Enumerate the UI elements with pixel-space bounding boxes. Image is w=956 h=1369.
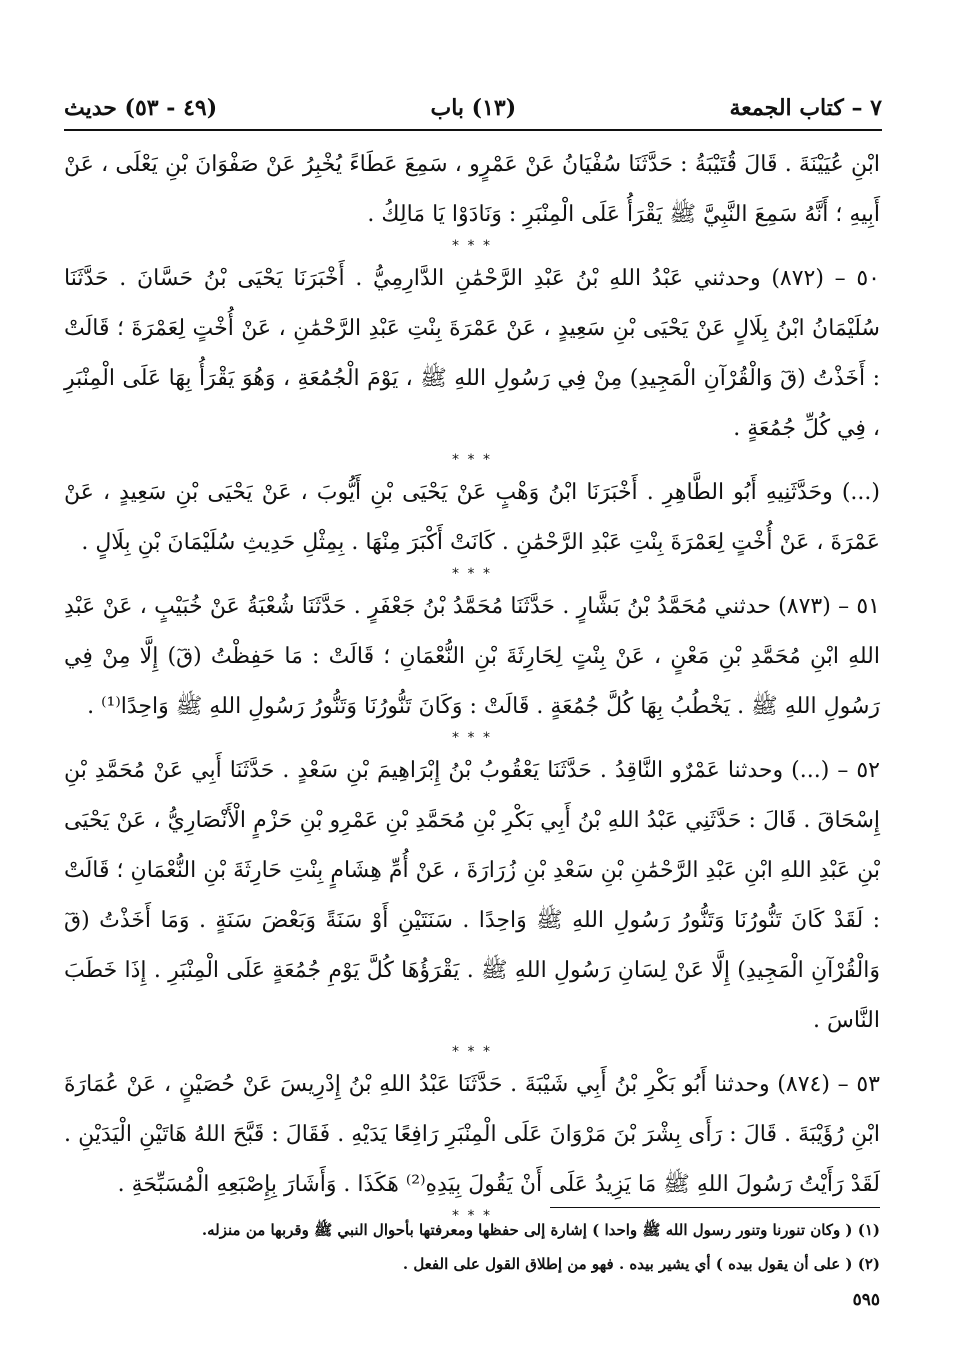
footnote-rule — [550, 1207, 880, 1208]
footnote-1: (١) ( وكان تنورنا وتنور رسول الله ﷺ واحدا ) إشارة إلى حفظها ومعرفتها بأحوال النبي ﷺ وقربها من منزله. — [201, 1221, 880, 1239]
hadith-52: ٥٢ – (...) وحدثنا عَمْرٌو النَّاقِدُ . حَدَّثَنَا يَعْقُوبُ بْنُ إِبْرَاهِيمَ بْنِ سَعْدٍ . حَدَّثَنَا أَبِي عَنْ مُحَمَّدِ بْنِ إِسْحَاقَ . قَالَ : حَدَّثَنِي عَبْدُ اللهِ بْنُ أَبِي بَكْرِ بْنِ مُحَمَّدِ بْنِ عَمْرِو بْنِ حَزْمٍ الْأَنْصَارِيُّ ، عَنْ يَحْيَى بْنِ عَبْدِ اللهِ ابْنِ عَبْدِ الرَّحْمَٰنِ بْنِ سَعْدِ بْنِ زُرَارَةَ ، عَنْ أُمِّ هِشَامٍ بِنْتِ حَارِثَةَ بْنِ النُّعْمَانِ ؛ قَالَتْ : لَقَدْ كَانَ تَنُّورُنَا وَتَنُّورُ رَسُولِ اللهِ ﷺ وَاحِدًا . سَنَتَيْنِ أَوْ سَنَةً وَبَعْضَ سَنَةٍ . وَمَا أَخَذْتُ (قٓ وَالْقُرْآنِ الْمَجِيدِ) إِلَّا عَنْ لِسَانِ رَسُولِ اللهِ ﷺ . يَقْرَؤُهَا كُلَّ يَوْمِ جُمُعَةٍ عَلَى الْمِنْبَرِ . إِذَا خَطَبَ النَّاسَ . — [64, 758, 880, 1033]
separator-stars: * * * — [452, 452, 492, 468]
hadith-range: (٤٩ - ٥٣) حديث — [64, 95, 218, 121]
footnotes — [64, 1213, 880, 1281]
chapter-label: (١٣) باب — [430, 95, 517, 121]
hadith-51: ٥١ – (٨٧٣) حدثني مُحَمَّدُ بْنُ بَشَّارٍ . حَدَّثَنَا مُحَمَّدُ بْنُ جَعْفَرٍ . حَدَّثَنَا شُعْبَةُ عَنْ خُبَيْبٍ ، عَنْ عَبْدِ اللهِ ابْنِ مُحَمَّدِ بْنِ مَعْنٍ ، عَنْ بِنْتٍ لِحَارِثَةَ بْنِ النُّعْمَانِ ؛ قَالَتْ : مَا حَفِظْتُ (قٓ) إِلَّا مِنْ فِي رَسُولِ اللهِ ﷺ . يَخْطُبُ بِهَا كُلَّ جُمُعَةٍ . قَالَتْ : وَكَانَ تَنُّورُنَا وَتَنُّورُ رَسُولِ اللهِ ﷺ وَاحِدًا⁽¹⁾ . — [64, 594, 880, 719]
separator-stars: * * * — [452, 238, 492, 254]
book-title: ٧ – كتاب الجمعة — [729, 95, 882, 121]
separator-stars: * * * — [452, 1208, 492, 1224]
separator-stars: * * * — [452, 1044, 492, 1060]
footnote-2: (٢) ( على أن يقول بيده ) أي يشير بيده . فهو من إطلاق القول على الفعل . — [402, 1255, 880, 1273]
separator-stars: * * * — [452, 730, 492, 746]
hadith-53: ٥٣ – (٨٧٤) وحدثنا أَبُو بَكْرِ بْنُ أَبِي شَيْبَةَ . حَدَّثَنَا عَبْدُ اللهِ بْنُ إِدْرِيسَ عَنْ حُصَيْنٍ ، عَنْ عُمَارَةَ ابْنِ رُؤَيْبَةَ . قَالَ : رَأَى بِشْرَ بْنَ مَرْوَانَ عَلَى الْمِنْبَرِ رَافِعًا يَدَيْهِ . فَقَالَ : قَبَّحَ اللهُ هَاتَيْنِ الْيَدَيْنِ . لَقَدْ رَأَيْتُ رَسُولَ اللهِ ﷺ مَا يَزِيدُ عَلَى أَنْ يَقُولَ بِيَدِهِ⁽²⁾ هَكَذَا . وَأَشَارَ بِإِصْبَعِهِ الْمُسَبِّحَةِ . — [64, 1072, 880, 1197]
separator-stars: * * * — [452, 566, 492, 582]
hadith-50-variant: (...) وحَدَّثَنِيهِ أَبُو الطَّاهِرِ . أَخْبَرَنَا ابْنُ وَهْبٍ عَنْ يَحْيَى بْنِ أَيُّوبَ ، عَنْ يَحْيَى بْنِ سَعِيدٍ ، عَنْ عَمْرَةَ ، عَنْ أُخْتٍ لِعَمْرَةَ بِنْتِ عَبْدِ الرَّحْمَٰنِ . كَانَتْ أَكْبَرَ مِنْهَا . بِمِثْلِ حَدِيثِ سُلَيْمَانَ بْنِ بِلَالٍ . — [64, 480, 880, 555]
hadith-50: ٥٠ – (٨٧٢) وحدثني عَبْدُ اللهِ بْنُ عَبْدِ الرَّحْمَٰنِ الدَّارِمِيُّ . أَخْبَرَنَا يَحْيَى بْنُ حَسَّانَ . حَدَّثَنَا سُلَيْمَانُ ابْنُ بِلَالٍ عَنْ يَحْيَى بْنِ سَعِيدٍ ، عَنْ عَمْرَةَ بِنْتِ عَبْدِ الرَّحْمَٰنِ ، عَنْ أُخْتٍ لِعَمْرَةَ ؛ قَالَتْ : أَخَذْتُ (قٓ وَالْقُرْآنِ الْمَجِيدِ) مِنْ فِي رَسُولِ اللهِ ﷺ ، يَوْمَ الْجُمُعَةِ ، وَهُوَ يَقْرَأُ بِهَا عَلَى الْمِنْبَرِ ، فِي كُلِّ جُمُعَةٍ . — [64, 266, 880, 441]
body-text — [64, 140, 880, 1224]
running-header — [64, 88, 882, 128]
hadith-continuation: ابْنِ عُيَيْنَةَ . قَالَ قُتَيْبَةُ : حَدَّثَنَا سُفْيَانُ عَنْ عَمْرٍو ، سَمِعَ عَطَاءً يُخْبِرُ عَنْ صَفْوَانَ بْنِ يَعْلَى ، عَنْ أَبِيهِ ؛ أَنَّهُ سَمِعَ النَّبِيَّ ﷺ يَقْرَأُ عَلَى الْمِنْبَرِ : وَنَادَوْا يَا مَالِكُ . — [64, 152, 880, 227]
page-number: ٥٩٥ — [852, 1290, 880, 1310]
header-rule — [64, 129, 882, 131]
